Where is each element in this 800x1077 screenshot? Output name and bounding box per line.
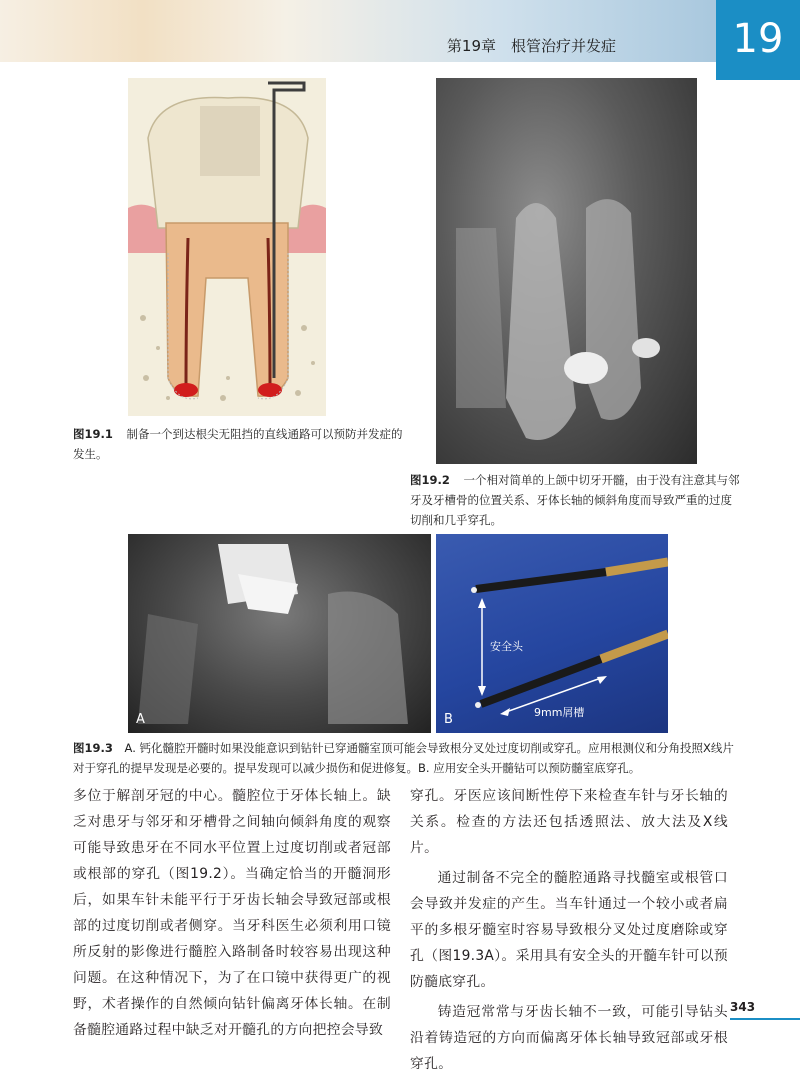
figure-19-1-text: 制备一个到达根尖无阻挡的直线通路可以预防并发症的发生。: [73, 427, 403, 461]
incisor-xray: [436, 78, 697, 464]
tooth-diagram: [128, 78, 326, 416]
figure-19-3a-radiograph: [128, 534, 431, 733]
figure-19-3-label: 图19.3: [73, 741, 113, 755]
chapter-title: 第19章 根管治疗并发症: [446, 37, 616, 55]
molar-xray: [128, 534, 431, 733]
figure-19-3-panel-a-label: A: [136, 712, 145, 727]
safety-head-annotation: 安全头: [490, 640, 523, 653]
chapter-number: 19: [732, 16, 784, 62]
page-number-rule: [730, 1018, 800, 1020]
body-right-paragraph-1: 穿孔。牙医应该间断性停下来检查车针与牙长轴的关系。检查的方法还包括透照法、放大法及X线片。: [410, 788, 728, 856]
body-right-column: [410, 783, 728, 1077]
body-right-paragraph-2: 通过制备不完全的髓腔通路寻找髓室或根管口会导致并发症的产生。当车针通过一个较小或者扁平的多根牙髓室时容易导致根分叉处过度磨除或穿孔（图19.3A）。采用具有安全头的开髓车针可以预防髓底穿孔。: [410, 870, 728, 990]
figure-19-3b-photo: [436, 534, 668, 733]
page-number: 343: [730, 1000, 756, 1014]
chapter-number-box: [716, 0, 800, 80]
figure-19-1-label: 图19.1: [73, 427, 113, 441]
figure-19-2-radiograph: [436, 78, 697, 464]
figure-19-2-label: 图19.2: [410, 473, 450, 487]
figure-19-1-caption: [73, 424, 403, 464]
figure-19-3-panel-b-label: B: [444, 712, 453, 727]
groove-annotation: 9mm屑槽: [534, 706, 585, 719]
figure-19-2-text: 一个相对简单的上颌中切牙开髓，由于没有注意其与邻牙及牙槽骨的位置关系、牙体长轴的倾斜角度而导致严重的过度切削和几乎穿孔。: [410, 473, 740, 527]
figure-19-3-text: A. 钙化髓腔开髓时如果没能意识到钻针已穿通髓室顶可能会导致根分叉处过度切削或穿孔。应用根测仪和分角投照X线片对于穿孔的提早发现是必要的。提早发现可以减少损伤和促进修复。B. 应用安全头开髓钻可以预防髓室底穿孔。: [73, 741, 734, 775]
figure-19-1-illustration: [128, 78, 326, 416]
body-left-paragraph: 多位于解剖牙冠的中心。髓腔位于牙体长轴上。缺乏对患牙与邻牙和牙槽骨之间轴向倾斜角度的观察可能导致患牙在不同水平位置上过度切削或者冠部或根部的穿孔（图19.2）。当确定恰当的开髓洞形后，如果车针未能平行于牙齿长轴会导致冠部或根部的过度切削或者侧穿。当牙科医生必须利用口镜所反射的影像进行髓腔入路制备时较容易出现这种问题。在这种情况下，为了在口镜中获得更广的视野，术者操作的自然倾向钻针偏离牙体长轴。在制备髓腔通路过程中缺乏对开髓孔的方向把控会导致: [73, 788, 391, 1038]
body-left-column: [73, 783, 391, 1043]
figure-19-2-caption: [410, 470, 740, 530]
chapter-header-band: [0, 0, 716, 62]
figure-19-3-caption: [73, 738, 743, 778]
body-right-paragraph-3: 铸造冠常常与牙齿长轴不一致，可能引导钻头沿着铸造冠的方向而偏离牙体长轴导致冠部或牙根穿孔。: [410, 1004, 728, 1072]
